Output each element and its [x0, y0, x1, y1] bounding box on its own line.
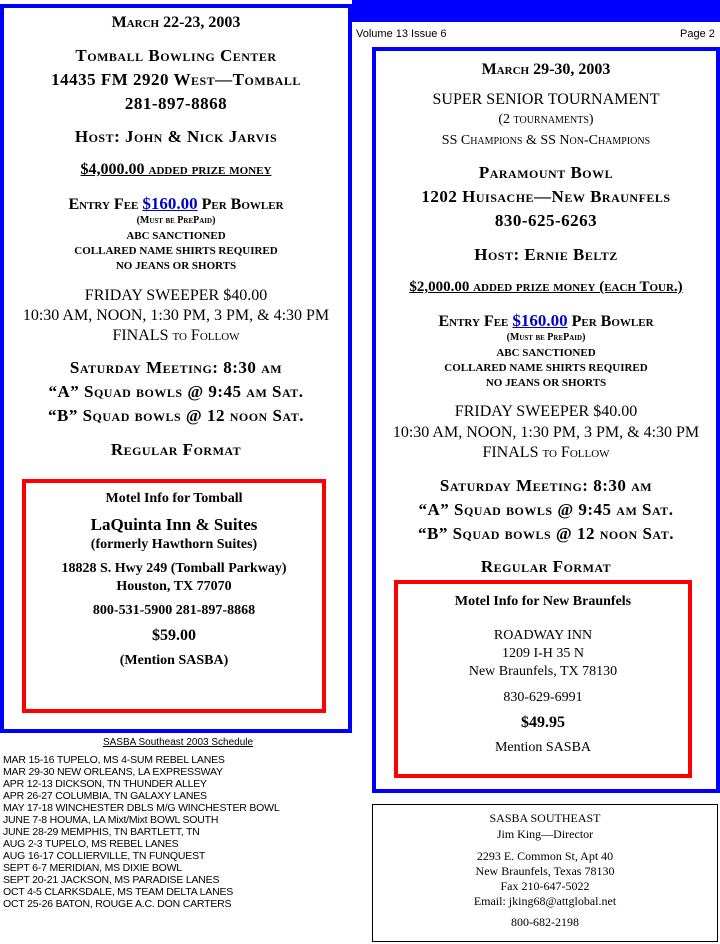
tournaments-count: (2 tournaments) [498, 112, 594, 127]
schedule-item: JUNE 28-29 MEMPHIS, TN BARTLETT, TN [3, 826, 200, 838]
motel-info-new-braunfels [394, 580, 692, 778]
contact-fax: Fax 210-647-5022 [500, 879, 590, 893]
schedule-title: SASBA Southeast 2003 Schedule [102, 737, 254, 748]
divisions: SS Champions & SS Non-Champions [441, 133, 651, 148]
squad-b: “B” Squad bowls @ 12 noon Sat. [418, 524, 674, 543]
sweeper-times: 10:30 AM, NOON, 1:30 PM, 3 PM, & 4:30 PM [22, 307, 330, 324]
finals: FINALS to Follow [482, 444, 610, 461]
sweeper: FRIDAY SWEEPER $40.00 [454, 403, 638, 420]
volume-label: Volume 13 Issue 6 [356, 28, 447, 40]
prize-note: (each Tour.) [599, 279, 683, 295]
motel-address2: New Braunfels, TX 78130 [468, 664, 618, 679]
venue-address: 14435 FM 2920 West—Tomball [51, 70, 301, 89]
format: Regular Format [110, 440, 242, 459]
shirts-note: COLLARED NAME SHIRTS REQUIRED [444, 362, 648, 374]
motel-info-tomball [22, 479, 326, 713]
motel-price: $49.95 [521, 714, 565, 731]
motel-mention: (Mention SASBA) [119, 653, 229, 668]
venue-address: 1202 Huisache—New Braunfels [421, 187, 671, 206]
entry-fee-suffix: Per Bowler [567, 313, 654, 330]
entry-fee [376, 311, 716, 331]
entry-fee-amount[interactable]: $160.00 [512, 311, 568, 330]
finals: FINALS to Follow [112, 327, 240, 344]
squad-a: “A” Squad bowls @ 9:45 am Sat. [48, 382, 304, 401]
motel-price: $59.00 [152, 627, 196, 644]
format: Regular Format [480, 557, 612, 576]
schedule-item: APR 12-13 DICKSON, TN THUNDER ALLEY [3, 778, 207, 790]
squad-b: “B” Squad bowls @ 12 noon Sat. [48, 406, 304, 425]
contact-box [372, 804, 718, 942]
squad-a: “A” Squad bowls @ 9:45 am Sat. [418, 500, 674, 519]
prepaid-note: (Must be PrePaid) [136, 215, 216, 226]
meeting: Saturday Meeting: 8:30 am [439, 476, 653, 495]
entry-fee-amount[interactable]: $160.00 [142, 194, 198, 213]
event-date: March 29-30, 2003 [481, 61, 611, 78]
entry-fee-prefix: Entry Fee [68, 196, 143, 213]
jeans-note: NO JEANS OR SHORTS [485, 377, 607, 389]
schedule-item: JUNE 7-8 HOUMA, LA Mixt/Mixt BOWL SOUTH [3, 814, 219, 826]
schedule-item: SEPT 20-21 JACKSON, MS PARADISE LANES [3, 874, 220, 886]
motel-title: Motel Info for New Braunfels [454, 594, 632, 609]
header-bar [352, 0, 720, 22]
entry-fee [4, 194, 348, 214]
sweeper-times: 10:30 AM, NOON, 1:30 PM, 3 PM, & 4:30 PM [392, 424, 700, 441]
added-prize [376, 279, 716, 296]
contact-director: Jim King—Director [496, 827, 594, 841]
contact-address2: New Braunfels, Texas 78130 [475, 864, 615, 878]
venue-phone: 830-625-6263 [494, 211, 598, 230]
shirts-note: COLLARED NAME SHIRTS REQUIRED [74, 245, 278, 257]
schedule-item: SEPT 6-7 MERIDIAN, MS DIXIE BOWL [3, 862, 182, 874]
motel-phone: 830-629-6991 [503, 690, 583, 705]
motel-address2: Houston, TX 77070 [116, 579, 232, 594]
sanctioned: ABC SANCTIONED [126, 230, 226, 242]
motel-address1: 18828 S. Hwy 249 (Tomball Parkway) [61, 561, 287, 576]
schedule-list [3, 754, 280, 910]
motel-formerly: (formerly Hawthorn Suites) [90, 537, 258, 552]
contact-phone: 800-682-2198 [511, 915, 579, 929]
schedule-item: OCT 25-26 BATON, ROUGE A.C. DON CARTERS [3, 898, 232, 910]
meeting: Saturday Meeting: 8:30 am [69, 358, 283, 377]
venue-phone: 281-897-8868 [124, 94, 228, 113]
contact-email[interactable]: Email: jking68@attglobal.net [473, 894, 617, 908]
entry-fee-suffix: Per Bowler [197, 196, 284, 213]
schedule-item: AUG 2-3 TUPELO, MS REBEL LANES [3, 838, 179, 850]
motel-phones: 800-531-5900 281-897-8868 [92, 603, 256, 618]
page-number: Page 2 [680, 28, 715, 40]
event-date: March 22-23, 2003 [111, 14, 241, 31]
tournament-name: SUPER SENIOR TOURNAMENT [432, 91, 660, 108]
schedule-item: MAR 15-16 TUPELO, MS 4-SUM REBEL LANES [3, 754, 225, 766]
prepaid-note: (Must be PrePaid) [506, 332, 586, 343]
schedule-item: APR 26-27 COLUMBIA, TN GALAXY LANES [3, 790, 207, 802]
schedule-item: OCT 4-5 CLARKSDALE, MS TEAM DELTA LANES [3, 886, 234, 898]
motel-title: Motel Info for Tomball [105, 491, 243, 506]
entry-fee-prefix: Entry Fee [438, 313, 513, 330]
sweeper: FRIDAY SWEEPER $40.00 [84, 287, 268, 304]
venue-name: Tomball Bowling Center [75, 46, 277, 65]
motel-mention: Mention SASBA [494, 740, 592, 755]
motel-name: LaQuinta Inn & Suites [90, 515, 258, 534]
schedule-item: MAR 29-30 NEW ORLEANS, LA EXPRESSWAY [3, 766, 223, 778]
added-prize: $4,000.00 added prize money [80, 161, 272, 178]
prize-amount: $2,000.00 added prize money [409, 279, 596, 295]
motel-address1: 1209 I-H 35 N [501, 646, 585, 661]
jeans-note: NO JEANS OR SHORTS [115, 260, 237, 272]
host: Host: Ernie Beltz [474, 245, 618, 264]
host: Host: John & Nick Jarvis [74, 127, 278, 146]
venue-name: Paramount Bowl [478, 163, 614, 182]
contact-org: SASBA SOUTHEAST [489, 811, 601, 825]
motel-name: ROADWAY INN [493, 628, 593, 643]
contact-address1: 2293 E. Common St, Apt 40 [476, 849, 614, 863]
sanctioned: ABC SANCTIONED [496, 347, 596, 359]
schedule-item: MAY 17-18 WINCHESTER DBLS M/G WINCHESTER BOWL [3, 802, 280, 814]
schedule-item: AUG 16-17 COLLIERVILLE, TN FUNQUEST [3, 850, 206, 862]
